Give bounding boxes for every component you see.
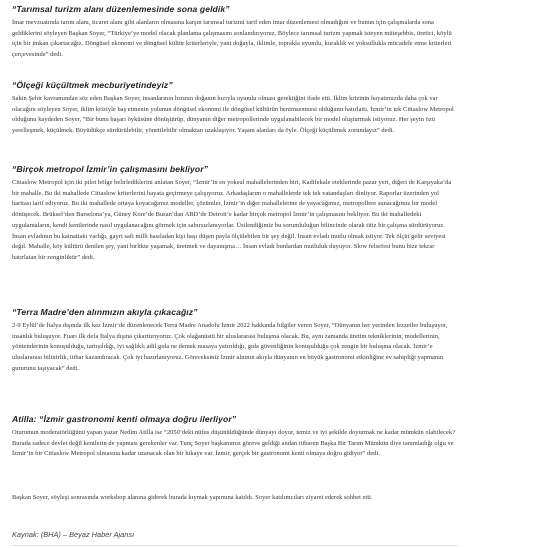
section-heading: Atilla: “İzmir gastronomi kenti olmaya doğru ilerliyor” bbox=[12, 414, 237, 424]
divider bbox=[12, 545, 458, 546]
section-paragraph: Cittaslow Metropol için iki pilot bölge belirlediklerini anlatan Soyer, “İzmir’in en yoksul mahallelerinden biri, Kadifekale eteklerinde pazar yeri, diğeri de Karşıyaka’da bir mahalle. Bu iki mahallede Cittaslow kriterlerini hayata geçirmeye çalışıyoruz. Arkadaşlarım o mahallelerde tek tek vatandaşları dinliyor. Raporlar üzerinden yol haritası tarif ediyoruz. Bu iki mahallede ortaya koyacağımız modeller, çözümler, İzmir’in diğer mahallelerine de yayacağımız, metropollere sunacağımız bir model dönüşecek. Brüksel’den Barselona’ya, Güney Kore’de Busan’dan ABD’de Detroit’e kadar birçok metropol İzmir’in çalışmasını bekliyor. Bu iki mahalledeki uygulamaların, kendi kentlerinde nasıl uygulanacağını görmek için sabırsızlanıyorlar. Üstlendiğimiz bu sorumluluğun bilincinde olarak titiz bir çalışma sürdürüyoruz. İnsan evladının bu kainattaki varlığı, gayri safi milli hasıladan kişi başı düşen payla ölçülebilen bir şey değil. İnsan evladı mutlu olmak istiyor. Tek ölçüt gelir seviyesi değil. Mahalle, köy kültürü denilen şey, yani birlikte yaşamak, üretmek ve dayanışma… İnsan evladı bunlardan mutluluk duyuyor. Slow felsefesi bunu bize tekrar hatırlatan bir zenginliktir” dedi. bbox=[12, 179, 452, 261]
source-credit: Kaynak: (BHA) – Beyaz Haber Ajansı bbox=[12, 530, 135, 539]
closing-section bbox=[12, 493, 458, 513]
section-heading: “Ölçeği küçültmek mecburiyetindeyiz” bbox=[12, 80, 173, 90]
section-terra-madre bbox=[12, 306, 458, 384]
section-paragraph: Oturumun moderatörlüğünü yapan yazar Nedim Atilla ise “2050’deki nüfus düşünüldüğünde dünyayı doyur, temiz ve iyi şekilde doyurmak ne kadar mümkün olabilecek? Burada sadece devlet değil kentlerin de yapması gerekenler var. Tunç Soyer başkanımız göreve geldiği andan itibaren Başka Bir Tarım Mümkün diye tanımladığı olgu ve İzmir’in bir Cittaslow Metropol olmasına kadar uzanacak olan bir hikaye var. İzmir, gerçek bir gastronomi kenti olmaya doğru gidiyor” dedi. bbox=[12, 429, 455, 458]
section-heading: “Birçok metropol İzmir’in çalışmasını bekliyor” bbox=[12, 164, 209, 174]
article-body bbox=[12, 0, 458, 548]
section-metropol bbox=[12, 163, 458, 273]
section-paragraph: 2-9 Eylül’de İtalya dışında ilk kez İzmir’de düzenlenecek Terra Madre Anadolu İzmir 2022 hakkında bilgiler veren Soyer, “Dünyanın her yerinden lezzetler buluşuyor, insanlık buluşuyor. Fuarı ilk defa İtalya dışına çıkarttırıyoruz. Çok olağanüstü bir uluslararası buluşma olacak. Bu, aynı zamanda üretim tekniklerinin, modellerinin, yöntemlerinin konuşulduğu, tartışıldığı, iyi sağlıklı adil gıda ne demek masaya yatırıldığı, gıda güvenliğinin konuşulduğu çok zengin bir buluşma olacak. İzmir’e uluslararası bilinirlik, itibar kazandıracak. Çok iyi hazırlanıyoruz. Göreceksiniz İzmir alnının akıyla dünyanın en büyük gastronomi etkinliğine ev sahipliği yapmanın gururunu taşıyacak” dedi. bbox=[12, 322, 448, 372]
section-paragraph: İmar mevzuatında tarım alanı, ticaret alanı gibi alanların olmasına karşın tarımsal turizmi tarif eden imar düzenlemesi olmadığını ve bunun için çalışmalarda sona geldiklerini söyleyen Başkan Soyer, “Türkiye’ye model olacak planlama çalışmasını sonlandırıyoruz. Böylece tarımsal turizm yapmak isteyen müteşebbis, üretici, köylü için bir imkan çıkartacağız. Döngüsel ekonomi ve döngüsel kültür kriterleriyle, yani doğayla, iklimle, toprakla uyumlu, kuraklık ve yoksullukla mücadele etme kriterleri çerçevesinde” dedi. bbox=[12, 19, 452, 59]
section-atilla bbox=[12, 413, 458, 469]
section-heading: “Tarımsal turizm alanı düzenlemesinde sona geldik” bbox=[12, 4, 230, 14]
section-olcegi-kucultmek bbox=[12, 79, 458, 146]
closing-paragraph: Başkan Soyer, söyleşi sonrasında workshop alanına giderek burada kıymak yapımına katıldı. Soyer katılımcıları ziyaret ederek sohbet etti. bbox=[12, 494, 373, 501]
section-tarimsal-turizm bbox=[12, 3, 458, 70]
section-heading: “Terra Madre’den alınmızın akıyla çıkacağız” bbox=[12, 307, 198, 317]
section-paragraph: Sakin Şehir kavramından söz eden Başkan Soyer, insanlarının hızının doğanın hızıyla uyumlu olması gerektiğini ifade etti. İklim krizinin hayatımızda daha çok var olacağını söyleyen Soyer, iklim kriziyle baş etmenin yolunun döngüsel ekonomi ile döngüsel kültürün benimsenmesi olduğunu hatırlattı. İzmir’in tek Cittaslow Metropol olduğunu kaydeden Soyer, “Bir bunu başarı öyküsüne dönüştürüp, dünyanın diğer metropollerinde uygulanabilecek bir model oluşturmak istiyoruz. Her şeyin özü yerelleşmek, küçülmek. Büyüdükçe sürdürülebilir, yönetilebilir olmaktan uzaklaşıyor. Yaşam alanları da öyle. Ölçeği küçültmek zorundayız” dedi. bbox=[12, 95, 454, 135]
